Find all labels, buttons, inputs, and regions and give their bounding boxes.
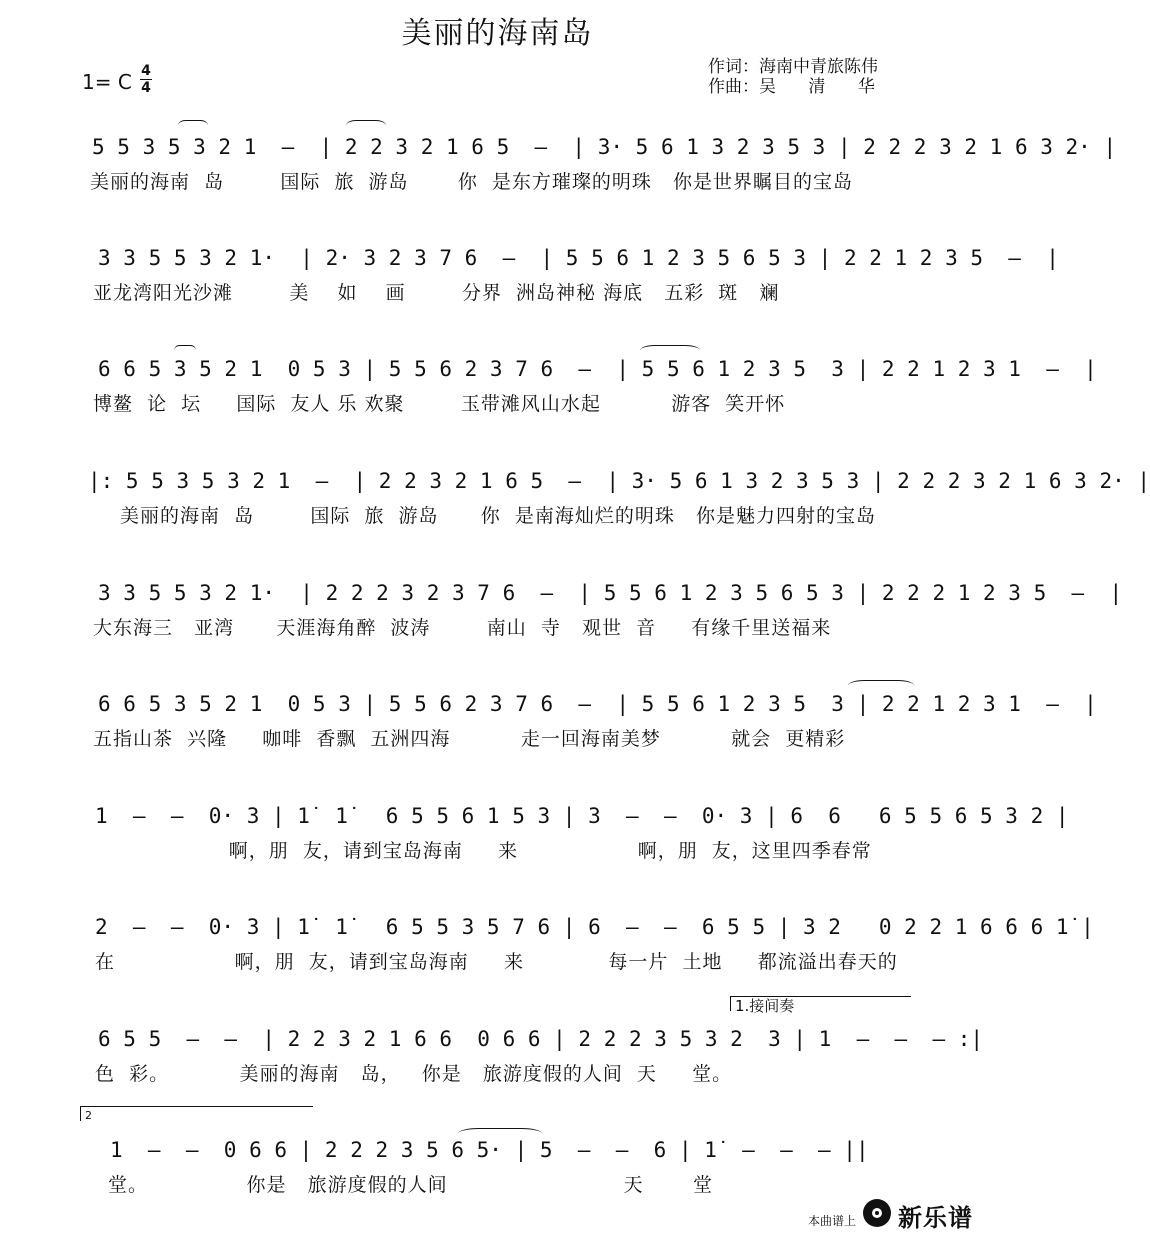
lyrics-line: 大东海三 亚湾 天涯海角醉 波涛 南山 寺 观世 音 有缘千里送福来 [93, 617, 832, 639]
score-row-6 [0, 692, 1097, 782]
score-row-2 [0, 246, 1059, 336]
time-signature-bottom: 4 [141, 80, 151, 97]
lyrics-line: 美丽的海南 岛 国际 旅 游岛 你 是东方璀璨的明珠 你是世界瞩目的宝岛 [90, 171, 854, 193]
first-ending-bracket: 1.接间奏 [730, 996, 911, 1011]
notation-line: 1 — — 0· 3 | 1̇ 1̇ 6 5 5 6 1 5 3 | 3 — — 0· 3 | 6 6 6 5 5 6 5 3 2 | [95, 804, 1069, 828]
footer-label: 本曲谱上 [808, 1214, 857, 1228]
slur [848, 680, 914, 691]
time-signature-top: 4 [141, 63, 151, 79]
score-row-5 [0, 581, 1123, 671]
score-row-3 [0, 357, 1097, 447]
lyrics-line: 博鳌 论 坛 国际 友人 乐 欢聚 玉带滩风山水起 游客 笑开怀 [93, 393, 786, 415]
notation-line: 5 5 3 5 3 2 1 — | 2 2 3 2 1 6 5 — | 3· 5 6 1 3 2 3 5 3 | 2 2 2 3 2 1 6 3 2· | [92, 135, 1117, 159]
score-row-7 [0, 804, 1069, 894]
notation-line: 6 6 5 3 5 2 1 0 5 3 | 5 5 6 2 3 7 6 — | 5 5 6 1 2 3 5 3 | 2 2 1 2 3 1 — | [98, 692, 1097, 716]
lyrics-line: 亚龙湾阳光沙滩 美 如 画 分界 洲岛神秘 海底 五彩 斑 斓 [93, 282, 780, 304]
notation-line: 3 3 5 5 3 2 1· | 2 2 2 3 2 3 7 6 — | 5 5 6 1 2 3 5 6 5 3 | 2 2 2 1 2 3 5 — | [98, 581, 1123, 605]
slur [174, 345, 196, 356]
lyricist-credit: 作词：海南中青旅陈伟 [708, 57, 878, 77]
lyrics-line: 堂。 你是 旅游度假的人间 天 堂 [108, 1174, 713, 1196]
lyrics-line: 五指山茶 兴隆 咖啡 香飘 五洲四海 走一回海南美梦 就会 更精彩 [93, 728, 846, 750]
notation-line: 6 5 5 — — | 2 2 3 2 1 6 6 0 6 6 | 2 2 2 3 5 3 2 3 | 1 — — — :| [98, 1027, 984, 1051]
lyrics-line: 啊，朋 友，请到宝岛海南 来 啊，朋 友，这里四季春常 [95, 840, 872, 862]
notation-line: 6 6 5 3 5 2 1 0 5 3 | 5 5 6 2 3 7 6 — | 5 5 6 1 2 3 5 3 | 2 2 1 2 3 1 — | [98, 357, 1097, 381]
composer-credit: 作曲：吴 清 华 [708, 77, 875, 97]
lyrics-line: 在 啊，朋 友，请到宝岛海南 来 每一片 土地 都流溢出春天的 [95, 951, 898, 973]
score-row-1 [0, 135, 1117, 225]
slur [640, 345, 700, 356]
song-title: 美丽的海南岛 [401, 16, 594, 51]
score-row-8 [0, 915, 1094, 1005]
lyrics-line: 色 彩。 美丽的海南 岛， 你是 旅游度假的人间 天 堂。 [95, 1063, 733, 1085]
notation-line: |: 5 5 3 5 3 2 1 — | 2 2 3 2 1 6 5 — | 3· 5 6 1 3 2 3 5 3 | 2 2 2 3 2 1 6 3 2· | [88, 469, 1150, 493]
slur [458, 1128, 542, 1139]
brand-logo-text: 新乐谱 [898, 1204, 973, 1232]
notation-line: 2 — — 0· 3 | 1̇ 1̇ 6 5 5 3 5 7 6 | 6 — — 6 5 5 | 3 2 0 2 2 1 6 6 6 1̇ | [95, 915, 1094, 939]
lyrics-line: 美丽的海南 岛 国际 旅 游岛 你 是南海灿烂的明珠 你是魅力四射的宝岛 [120, 505, 876, 527]
notation-line: 1 — — 0 6 6 | 2 2 2 3 5 6 5· | 5 — — 6 | 1̇ — — — || [110, 1138, 869, 1162]
score-row-4 [0, 469, 1150, 559]
second-ending-bracket: 2 [80, 1106, 313, 1121]
score-row-9 [0, 1027, 995, 1117]
vinyl-record-icon [862, 1198, 892, 1228]
slur [178, 120, 208, 131]
notation-line: 3 3 5 5 3 2 1· | 2· 3 2 3 7 6 — | 5 5 6 1 2 3 5 6 5 3 | 2 2 1 2 3 5 — | [98, 246, 1059, 270]
slur [346, 120, 386, 131]
time-signature [140, 64, 152, 95]
key-signature: 1= C [82, 70, 132, 94]
